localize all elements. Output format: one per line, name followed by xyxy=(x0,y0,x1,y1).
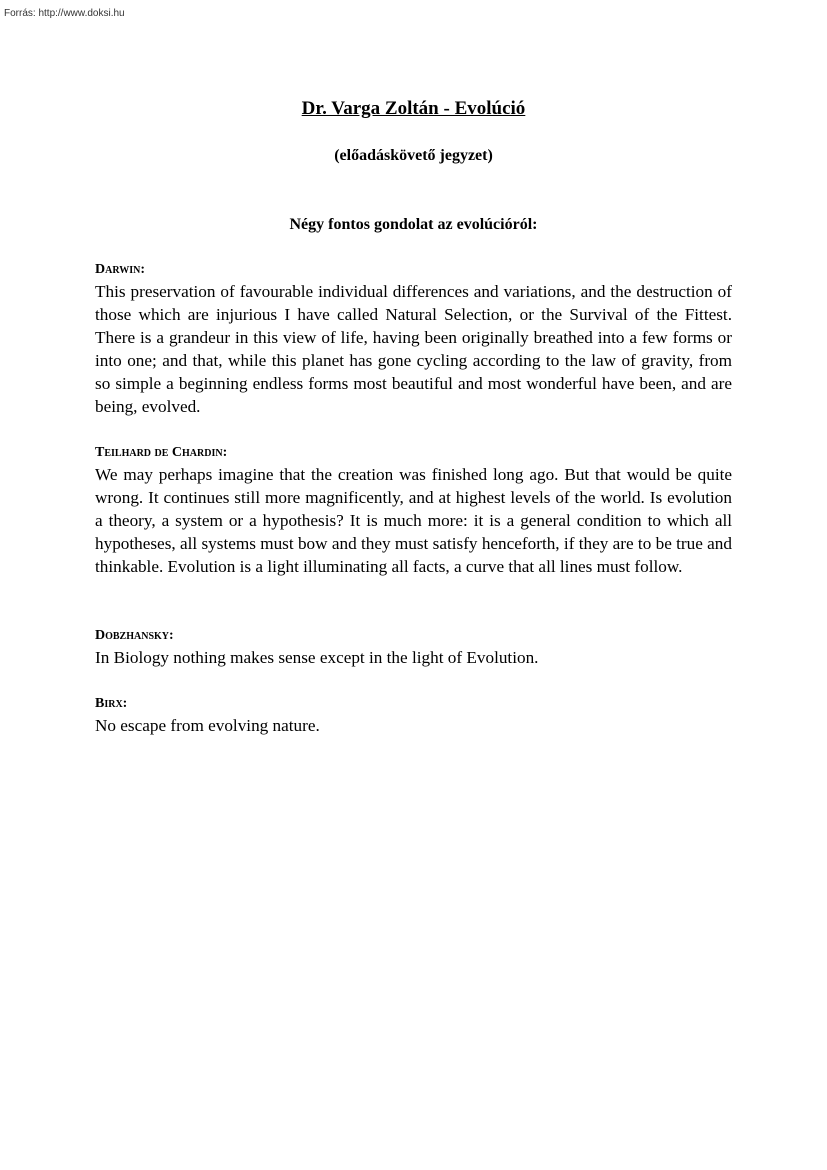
author-name: Birx: xyxy=(95,696,128,711)
quote-darwin xyxy=(95,260,732,418)
section-heading: Négy fontos gondolat az evolúcióról: xyxy=(289,216,538,233)
quote-text: In Biology nothing makes sense except in the light of Evolution. xyxy=(95,648,539,667)
quote-text: This preservation of favourable individual differences and variations, and the destruction of those which are injurious I have called Natural Selection, or the Survival of the Fittest. There is a grandeur in this view of life, having been originally breathed into a few forms or into one; and that, while this planet has gone cycling according to the law of gravity, from so simple a beginning endless forms most beautiful and most wonderful have been, and are being, evolved. xyxy=(95,282,732,416)
author-name: Dobzhansky: xyxy=(95,628,174,643)
author-name: Darwin: xyxy=(95,262,145,277)
source-note: Forrás: http://www.doksi.hu xyxy=(4,8,125,19)
document-subtitle: (előadáskövető jegyzet) xyxy=(334,147,493,164)
quote-text: No escape from evolving nature. xyxy=(95,716,320,735)
quote-teilhard xyxy=(95,443,732,578)
quote-text: We may perhaps imagine that the creation was finished long ago. But that would be quite wrong. It continues still more magnificently, and at highest levels of the world. Is evolution a theory, a system or a hypothesis? It is much more: it is a general condition to which all hypotheses, all systems must bow and they must satisfy henceforth, if they are to be true and thinkable. Evolution is a light illuminating all facts, a curve that all lines must follow. xyxy=(95,465,732,576)
quote-dobzhansky xyxy=(95,626,732,669)
quote-birx xyxy=(95,694,732,737)
author-name: Teilhard de Chardin: xyxy=(95,445,228,460)
document-title: Dr. Varga Zoltán - Evolúció xyxy=(301,98,526,119)
